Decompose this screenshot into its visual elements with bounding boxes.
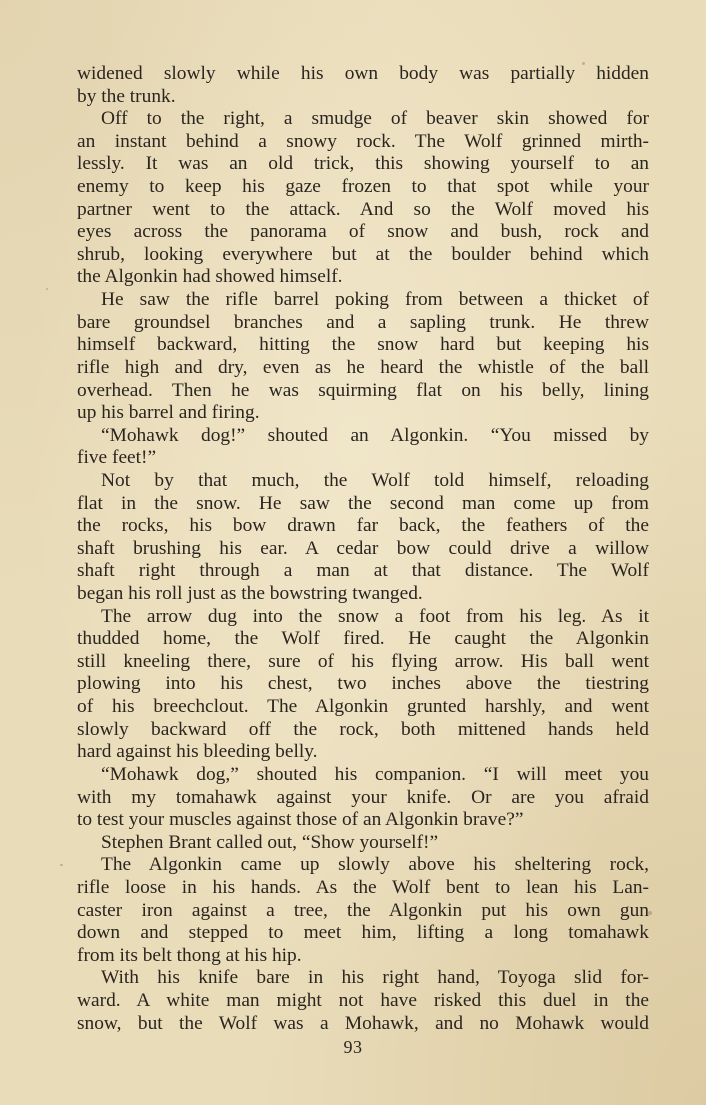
text-line: eyes across the panorama of snow and bush, rock and bbox=[77, 221, 649, 243]
text-line: The Algonkin came up slowly above his sheltering rock, bbox=[101, 854, 649, 876]
text-line: himself backward, hitting the snow hard but keeping his bbox=[77, 334, 649, 356]
paper-speck bbox=[46, 288, 48, 290]
paper-speck bbox=[60, 864, 63, 866]
text-line: up his barrel and firing. bbox=[77, 402, 260, 424]
text-line: With his knife bare in his right hand, Toyoga slid for- bbox=[101, 967, 649, 989]
page-number: 93 bbox=[343, 1037, 363, 1057]
text-line: by the trunk. bbox=[77, 85, 176, 107]
text-line: an instant behind a snowy rock. The Wolf grinned mirth- bbox=[77, 130, 649, 152]
text-line: hard against his bleeding belly. bbox=[77, 741, 318, 763]
text-line: of his breechclout. The Algonkin grunted harshly, and went bbox=[77, 696, 649, 718]
text-line: shaft brushing his ear. A cedar bow could drive a willow bbox=[77, 537, 649, 559]
text-line: the rocks, his bow drawn far back, the feathers of the bbox=[77, 515, 649, 537]
text-line: rifle high and dry, even as he heard the whistle of the ball bbox=[77, 356, 649, 378]
text-line: He saw the rifle barrel poking from between a thicket of bbox=[101, 289, 649, 311]
text-line: The arrow dug into the snow a foot from his leg. As it bbox=[101, 605, 649, 627]
text-line: shrub, looking everywhere but at the boulder behind which bbox=[77, 243, 649, 265]
text-line: overhead. Then he was squirming flat on his belly, lining bbox=[77, 379, 649, 401]
paper-speck bbox=[582, 62, 585, 65]
text-line: ward. A white man might not have risked this duel in the bbox=[77, 989, 649, 1011]
text-line: to test your muscles against those of an Algonkin brave?” bbox=[77, 809, 524, 831]
text-line: rifle loose in his hands. As the Wolf bent to lean his Lan- bbox=[77, 876, 649, 898]
text-line: snow, but the Wolf was a Mohawk, and no Mohawk would bbox=[77, 1012, 649, 1034]
text-line: lessly. It was an old trick, this showing yourself to an bbox=[77, 153, 649, 175]
text-line: thudded home, the Wolf fired. He caught the Algonkin bbox=[77, 628, 649, 650]
text-line: began his roll just as the bowstring twanged. bbox=[77, 583, 423, 605]
text-line: Off to the right, a smudge of beaver skin showed for bbox=[101, 108, 649, 130]
text-line: down and stepped to meet him, lifting a long tomahawk bbox=[77, 922, 649, 944]
text-line: Stephen Brant called out, “Show yourself!” bbox=[101, 831, 439, 853]
paper-speck bbox=[648, 911, 652, 915]
body-text bbox=[77, 63, 649, 1035]
text-line: from its belt thong at his hip. bbox=[77, 944, 302, 966]
text-line: enemy to keep his gaze frozen to that spot while your bbox=[77, 176, 649, 198]
text-line: “Mohawk dog!” shouted an Algonkin. “You missed by bbox=[101, 424, 649, 446]
text-line: still kneeling there, sure of his flying arrow. His ball went bbox=[77, 650, 649, 672]
text-line: plowing into his chest, two inches above the tiestring bbox=[77, 673, 649, 695]
text-line: five feet!” bbox=[77, 447, 157, 469]
text-line: widened slowly while his own body was partially hidden bbox=[77, 63, 649, 84]
text-line: bare groundsel branches and a sapling trunk. He threw bbox=[77, 311, 649, 333]
text-line: Not by that much, the Wolf told himself, reloading bbox=[101, 469, 649, 491]
text-line: slowly backward off the rock, both mittened hands held bbox=[77, 718, 649, 740]
text-line: the Algonkin had showed himself. bbox=[77, 266, 343, 288]
text-line: “Mohawk dog,” shouted his companion. “I will meet you bbox=[101, 763, 649, 785]
text-line: caster iron against a tree, the Algonkin put his own gun bbox=[77, 899, 649, 921]
text-line: with my tomahawk against your knife. Or are you afraid bbox=[77, 786, 649, 808]
text-line: shaft right through a man at that distance. The Wolf bbox=[77, 560, 649, 582]
text-line: flat in the snow. He saw the second man come up from bbox=[77, 492, 649, 514]
text-line: partner went to the attack. And so the Wolf moved his bbox=[77, 198, 649, 220]
